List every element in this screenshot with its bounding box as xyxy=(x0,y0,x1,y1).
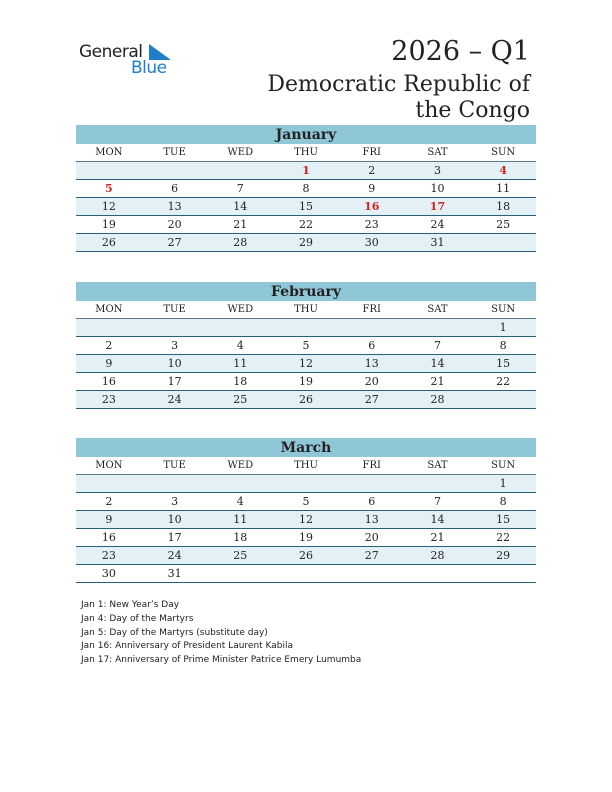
logo-general-text: General xyxy=(79,42,143,62)
day-cell: 8 xyxy=(499,495,507,508)
day-cell: 12 xyxy=(101,200,116,213)
empty-day-cell xyxy=(273,565,339,582)
day-cell: 19 xyxy=(101,218,116,231)
day-cell: 6 xyxy=(368,339,376,352)
day-cell: 18 xyxy=(233,375,248,388)
day-cell: 13 xyxy=(167,200,182,213)
empty-day-cell xyxy=(470,234,536,251)
empty-day-cell xyxy=(142,319,208,336)
day-cell: 11 xyxy=(233,513,248,526)
day-cell: 15 xyxy=(299,200,314,213)
holiday-item: Jan 17: Anniversary of Prime Minister Patrice Emery Lumumba xyxy=(81,655,362,666)
day-cell: 23 xyxy=(101,549,116,562)
day-cell: 27 xyxy=(364,393,379,406)
day-cell: 4 xyxy=(236,495,244,508)
month-title: March xyxy=(76,438,536,457)
day-cell: 21 xyxy=(233,218,248,231)
weekday-label: WED xyxy=(227,460,254,471)
week-row xyxy=(76,355,536,373)
logo xyxy=(79,40,179,80)
week-row xyxy=(76,493,536,511)
day-cell: 24 xyxy=(430,218,445,231)
day-cell: 4 xyxy=(236,339,244,352)
day-cell: 1 xyxy=(499,321,507,334)
weekday-label: WED xyxy=(227,304,254,315)
day-cell: 17 xyxy=(167,375,182,388)
weekday-label: SUN xyxy=(491,147,516,158)
page-title-year: 2026 – Q1 xyxy=(391,36,530,67)
day-cell: 6 xyxy=(368,495,376,508)
weekday-header-row xyxy=(76,457,536,475)
day-cell: 8 xyxy=(499,339,507,352)
day-cell: 13 xyxy=(364,513,379,526)
weekday-label: SUN xyxy=(491,460,516,471)
day-cell: 2 xyxy=(105,495,113,508)
day-cell: 19 xyxy=(299,375,314,388)
day-cell: 16 xyxy=(101,531,116,544)
holiday-item: Jan 5: Day of the Martyrs (substitute day) xyxy=(81,627,268,638)
day-cell: 8 xyxy=(302,182,310,195)
weekday-label: FRI xyxy=(362,304,381,315)
day-cell: 22 xyxy=(496,375,511,388)
day-cell: 26 xyxy=(101,236,116,249)
week-row xyxy=(76,198,536,216)
month-title: January xyxy=(76,125,536,144)
weekday-label: SAT xyxy=(427,460,448,471)
day-cell: 12 xyxy=(299,513,314,526)
weekday-header-row xyxy=(76,301,536,319)
day-cell: 5 xyxy=(105,182,113,195)
empty-day-cell xyxy=(405,475,471,492)
page-title-country: Democratic Republic of the Congo xyxy=(267,72,530,123)
week-row xyxy=(76,337,536,355)
weekday-label: TUE xyxy=(163,147,186,158)
day-cell: 7 xyxy=(433,495,441,508)
day-cell: 11 xyxy=(233,357,248,370)
weekday-label: THU xyxy=(294,460,318,471)
day-cell: 16 xyxy=(101,375,116,388)
day-cell: 30 xyxy=(364,236,379,249)
day-cell: 10 xyxy=(167,357,182,370)
day-cell: 15 xyxy=(496,357,511,370)
weekday-label: THU xyxy=(294,304,318,315)
day-cell: 14 xyxy=(430,513,445,526)
day-cell: 26 xyxy=(299,393,314,406)
weekday-label: MON xyxy=(95,147,123,158)
day-cell: 28 xyxy=(430,549,445,562)
weekday-label: SAT xyxy=(427,304,448,315)
day-cell: 10 xyxy=(167,513,182,526)
week-row xyxy=(76,373,536,391)
day-cell: 28 xyxy=(233,236,248,249)
calendar-month-february xyxy=(76,282,536,409)
week-row xyxy=(76,391,536,409)
day-cell: 23 xyxy=(101,393,116,406)
week-row xyxy=(76,475,536,493)
holiday-item: Jan 1: New Year’s Day xyxy=(81,600,180,610)
day-cell: 31 xyxy=(430,236,445,249)
day-cell: 20 xyxy=(364,531,379,544)
calendar-month-march xyxy=(76,438,536,583)
weekday-label: FRI xyxy=(362,147,381,158)
weekday-label: SUN xyxy=(491,304,516,315)
week-row xyxy=(76,162,536,180)
empty-day-cell xyxy=(339,319,405,336)
empty-day-cell xyxy=(142,475,208,492)
day-cell: 2 xyxy=(105,339,113,352)
weekday-label: TUE xyxy=(163,460,186,471)
day-cell: 20 xyxy=(364,375,379,388)
empty-day-cell xyxy=(207,162,273,179)
day-cell: 26 xyxy=(299,549,314,562)
day-cell: 2 xyxy=(368,164,376,177)
empty-day-cell xyxy=(207,475,273,492)
day-cell: 25 xyxy=(233,549,248,562)
logo-blue-text: Blue xyxy=(131,58,167,78)
day-cell: 7 xyxy=(433,339,441,352)
empty-day-cell xyxy=(76,319,142,336)
week-row xyxy=(76,529,536,547)
day-cell: 12 xyxy=(299,357,314,370)
weekday-label: THU xyxy=(294,147,318,158)
day-cell: 22 xyxy=(496,531,511,544)
day-cell: 16 xyxy=(364,200,380,213)
weekday-label: WED xyxy=(227,147,254,158)
empty-day-cell xyxy=(76,475,142,492)
week-row xyxy=(76,216,536,234)
day-cell: 17 xyxy=(167,531,182,544)
week-row xyxy=(76,565,536,583)
empty-day-cell xyxy=(207,565,273,582)
day-cell: 29 xyxy=(496,549,511,562)
day-cell: 15 xyxy=(496,513,511,526)
week-row xyxy=(76,180,536,198)
day-cell: 25 xyxy=(496,218,511,231)
day-cell: 24 xyxy=(167,549,182,562)
weekday-label: MON xyxy=(95,460,123,471)
empty-day-cell xyxy=(470,391,536,408)
day-cell: 14 xyxy=(430,357,445,370)
weekday-label: FRI xyxy=(362,460,381,471)
day-cell: 27 xyxy=(167,236,182,249)
weekday-label: TUE xyxy=(163,304,186,315)
week-row xyxy=(76,547,536,565)
empty-day-cell xyxy=(405,319,471,336)
day-cell: 19 xyxy=(299,531,314,544)
day-cell: 6 xyxy=(171,182,179,195)
day-cell: 3 xyxy=(171,339,179,352)
empty-day-cell xyxy=(273,319,339,336)
week-row xyxy=(76,234,536,252)
day-cell: 31 xyxy=(167,567,182,580)
day-cell: 18 xyxy=(496,200,511,213)
day-cell: 1 xyxy=(499,477,507,490)
day-cell: 21 xyxy=(430,531,445,544)
day-cell: 7 xyxy=(236,182,244,195)
empty-day-cell xyxy=(470,565,536,582)
day-cell: 23 xyxy=(364,218,379,231)
empty-day-cell xyxy=(339,475,405,492)
day-cell: 5 xyxy=(302,339,310,352)
weekday-label: MON xyxy=(95,304,123,315)
day-cell: 25 xyxy=(233,393,248,406)
week-row xyxy=(76,319,536,337)
day-cell: 29 xyxy=(299,236,314,249)
day-cell: 18 xyxy=(233,531,248,544)
day-cell: 22 xyxy=(299,218,314,231)
day-cell: 13 xyxy=(364,357,379,370)
day-cell: 24 xyxy=(167,393,182,406)
day-cell: 11 xyxy=(496,182,511,195)
empty-day-cell xyxy=(76,162,142,179)
day-cell: 3 xyxy=(433,164,441,177)
day-cell: 9 xyxy=(368,182,376,195)
day-cell: 4 xyxy=(499,164,507,177)
day-cell: 5 xyxy=(302,495,310,508)
empty-day-cell xyxy=(339,565,405,582)
day-cell: 28 xyxy=(430,393,445,406)
holiday-item: Jan 4: Day of the Martyrs xyxy=(81,613,194,624)
calendar-month-january xyxy=(76,125,536,252)
empty-day-cell xyxy=(142,162,208,179)
weekday-header-row xyxy=(76,144,536,162)
holiday-list xyxy=(81,599,361,668)
day-cell: 27 xyxy=(364,549,379,562)
day-cell: 1 xyxy=(302,164,310,177)
holiday-item: Jan 16: Anniversary of President Laurent Kabila xyxy=(81,641,294,652)
empty-day-cell xyxy=(207,319,273,336)
weekday-label: SAT xyxy=(427,147,448,158)
day-cell: 30 xyxy=(101,567,116,580)
day-cell: 10 xyxy=(430,182,445,195)
empty-day-cell xyxy=(273,475,339,492)
day-cell: 3 xyxy=(171,495,179,508)
day-cell: 9 xyxy=(105,357,113,370)
month-title: February xyxy=(76,282,536,301)
day-cell: 21 xyxy=(430,375,445,388)
week-row xyxy=(76,511,536,529)
empty-day-cell xyxy=(405,565,471,582)
day-cell: 9 xyxy=(105,513,113,526)
day-cell: 20 xyxy=(167,218,182,231)
day-cell: 17 xyxy=(429,200,446,213)
day-cell: 14 xyxy=(233,200,248,213)
